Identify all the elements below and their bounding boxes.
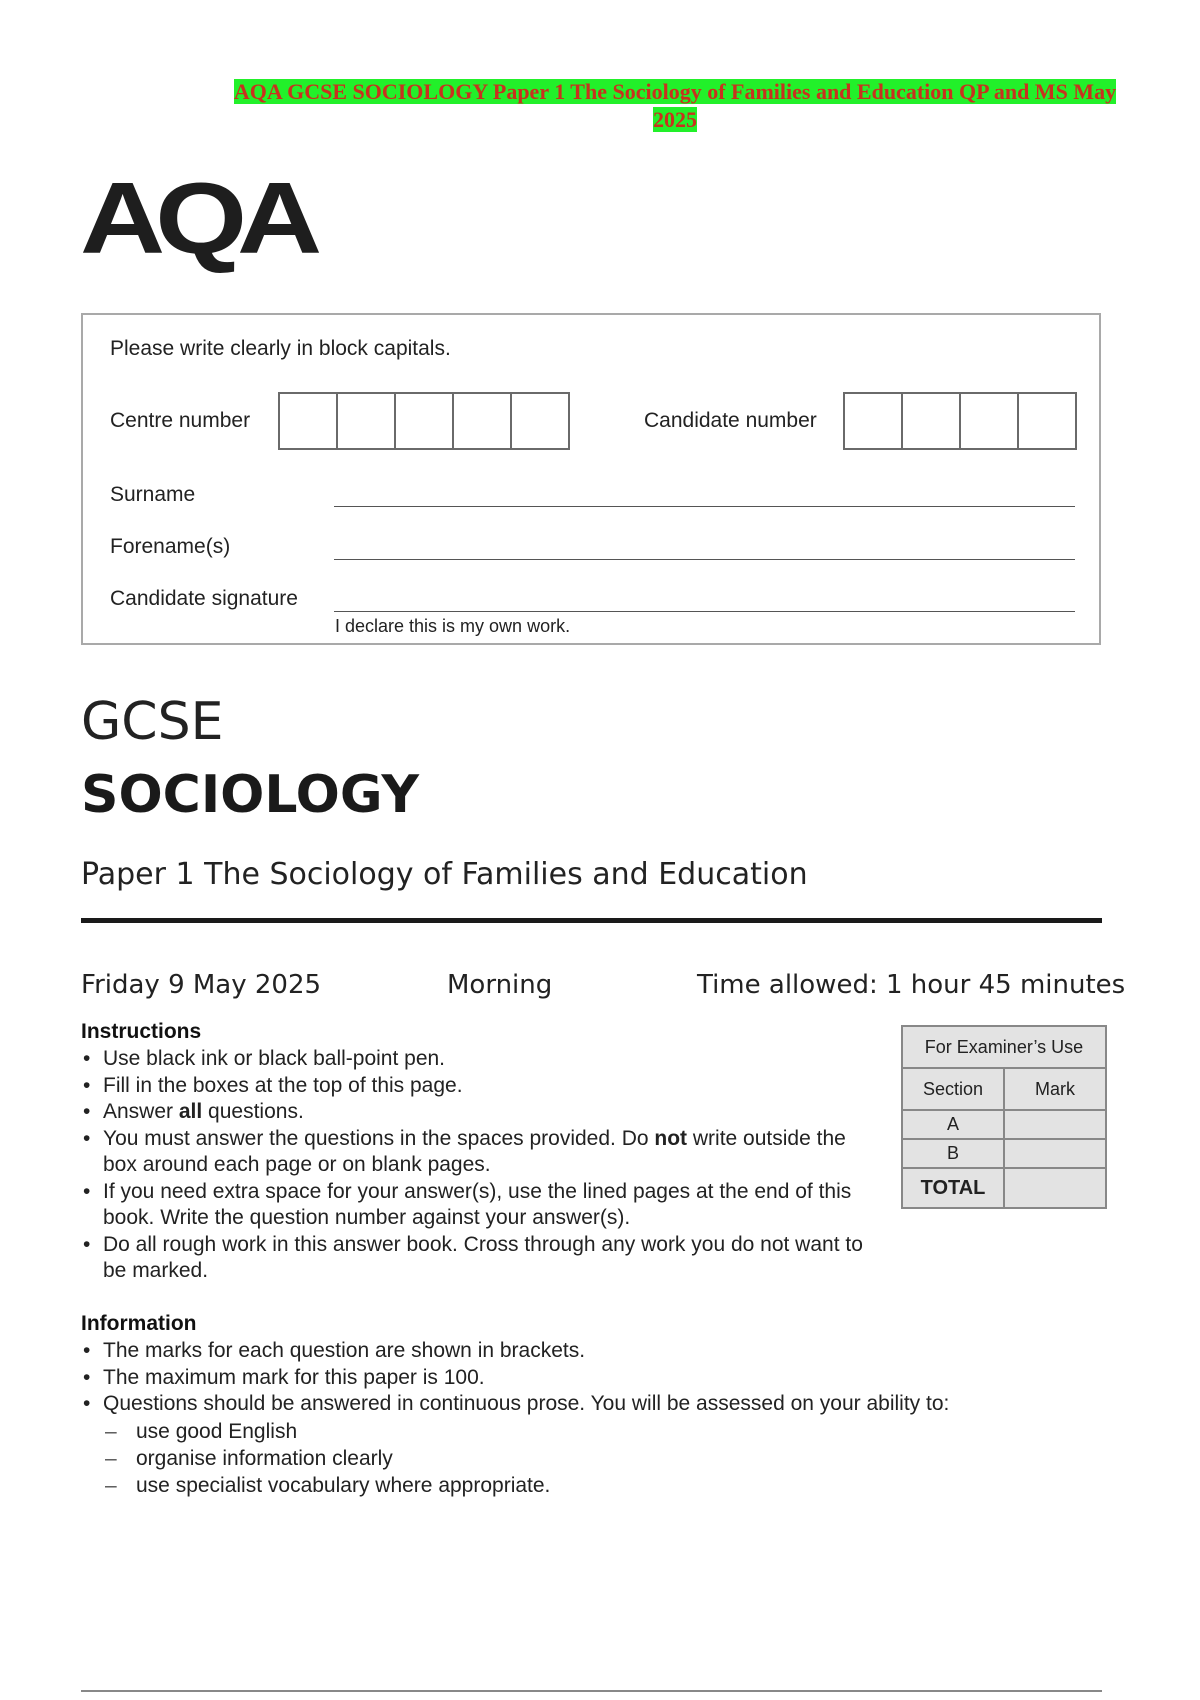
list-item: • Questions should be answered in continuous prose. You will be assessed on your ability to: — [81, 1391, 1101, 1418]
list-item: – organise information clearly — [81, 1445, 1101, 1472]
banner-line-2: 2025 — [653, 107, 697, 132]
surname-label: Surname — [110, 483, 196, 506]
list-item: • The maximum mark for this paper is 100. — [81, 1365, 1101, 1392]
list-item: – use specialist vocabulary where appropriate. — [81, 1472, 1101, 1499]
forenames-line[interactable] — [334, 559, 1075, 560]
total-label: TOTAL — [902, 1168, 1004, 1208]
qualification-title: GCSE — [81, 692, 224, 752]
section-a-label: A — [902, 1110, 1004, 1139]
candidate-number-digit-box[interactable] — [1019, 394, 1075, 448]
forenames-label: Forename(s) — [110, 535, 231, 558]
document-banner — [175, 78, 1175, 134]
list-item: • If you need extra space for your answer(s), use the lined pages at the end of this book. Write the question number against your answer(s). — [81, 1179, 881, 1232]
list-item: • Use black ink or black ball-point pen. — [81, 1046, 881, 1073]
centre-number-digit-box[interactable] — [512, 394, 568, 448]
list-item: • Fill in the boxes at the top of this page. — [81, 1073, 881, 1100]
centre-number-digit-box[interactable] — [338, 394, 396, 448]
paper-title: Paper 1 The Sociology of Families and Education — [81, 857, 808, 892]
list-item: • The marks for each question are shown in brackets. — [81, 1338, 1101, 1365]
declaration-text: I declare this is my own work. — [335, 616, 571, 636]
information-list — [81, 1338, 1101, 1418]
candidate-number-digit-box[interactable] — [961, 394, 1019, 448]
signature-label: Candidate signature — [110, 587, 298, 610]
signature-line[interactable] — [334, 611, 1075, 612]
mark-column-header: Mark — [1004, 1068, 1106, 1110]
title-divider — [81, 918, 1102, 923]
list-item: • Do all rough work in this answer book. Cross through any work you do not want to be marked. — [81, 1232, 881, 1285]
section-b-mark-cell[interactable] — [1004, 1139, 1106, 1168]
instructions-list — [81, 1046, 881, 1285]
candidate-number-digit-box[interactable] — [903, 394, 961, 448]
candidate-number-boxes — [843, 392, 1077, 450]
examiner-table-title: For Examiner’s Use — [902, 1026, 1106, 1068]
instructions-heading: Instructions — [81, 1020, 202, 1043]
candidate-number-digit-box[interactable] — [845, 394, 903, 448]
list-item: • Answer all questions. — [81, 1099, 881, 1126]
subject-title: SOCIOLOGY — [81, 765, 420, 825]
candidate-number-label: Candidate number — [644, 409, 817, 432]
block-capitals-instruction: Please write clearly in block capitals. — [110, 337, 451, 360]
centre-number-label: Centre number — [110, 409, 251, 432]
time-allowed: Time allowed: 1 hour 45 minutes — [697, 970, 1126, 1000]
examiner-use-table — [901, 1025, 1107, 1209]
centre-number-digit-box[interactable] — [396, 394, 454, 448]
information-heading: Information — [81, 1312, 197, 1335]
list-item: • You must answer the questions in the spaces provided. Do not write outside the box around each page or on blank pages. — [81, 1126, 881, 1179]
list-item: – use good English — [81, 1418, 1101, 1445]
page-footer-rule — [81, 1690, 1102, 1692]
assessment-criteria-list — [81, 1418, 1101, 1499]
information-section — [81, 1312, 1101, 1499]
banner-line-1: AQA GCSE SOCIOLOGY Paper 1 The Sociology of Families and Education QP and MS May — [233, 79, 1117, 104]
centre-number-digit-box[interactable] — [454, 394, 512, 448]
centre-number-boxes — [278, 392, 570, 450]
section-b-label: B — [902, 1139, 1004, 1168]
exam-date: Friday 9 May 2025 — [81, 970, 322, 1000]
section-a-mark-cell[interactable] — [1004, 1110, 1106, 1139]
instructions-section — [81, 1020, 881, 1285]
centre-number-digit-box[interactable] — [280, 394, 338, 448]
candidate-details-box — [81, 313, 1101, 645]
surname-line[interactable] — [334, 506, 1075, 507]
aqa-logo: AQA — [80, 161, 313, 276]
total-mark-cell[interactable] — [1004, 1168, 1106, 1208]
exam-session: Morning — [447, 970, 553, 1000]
section-column-header: Section — [902, 1068, 1004, 1110]
